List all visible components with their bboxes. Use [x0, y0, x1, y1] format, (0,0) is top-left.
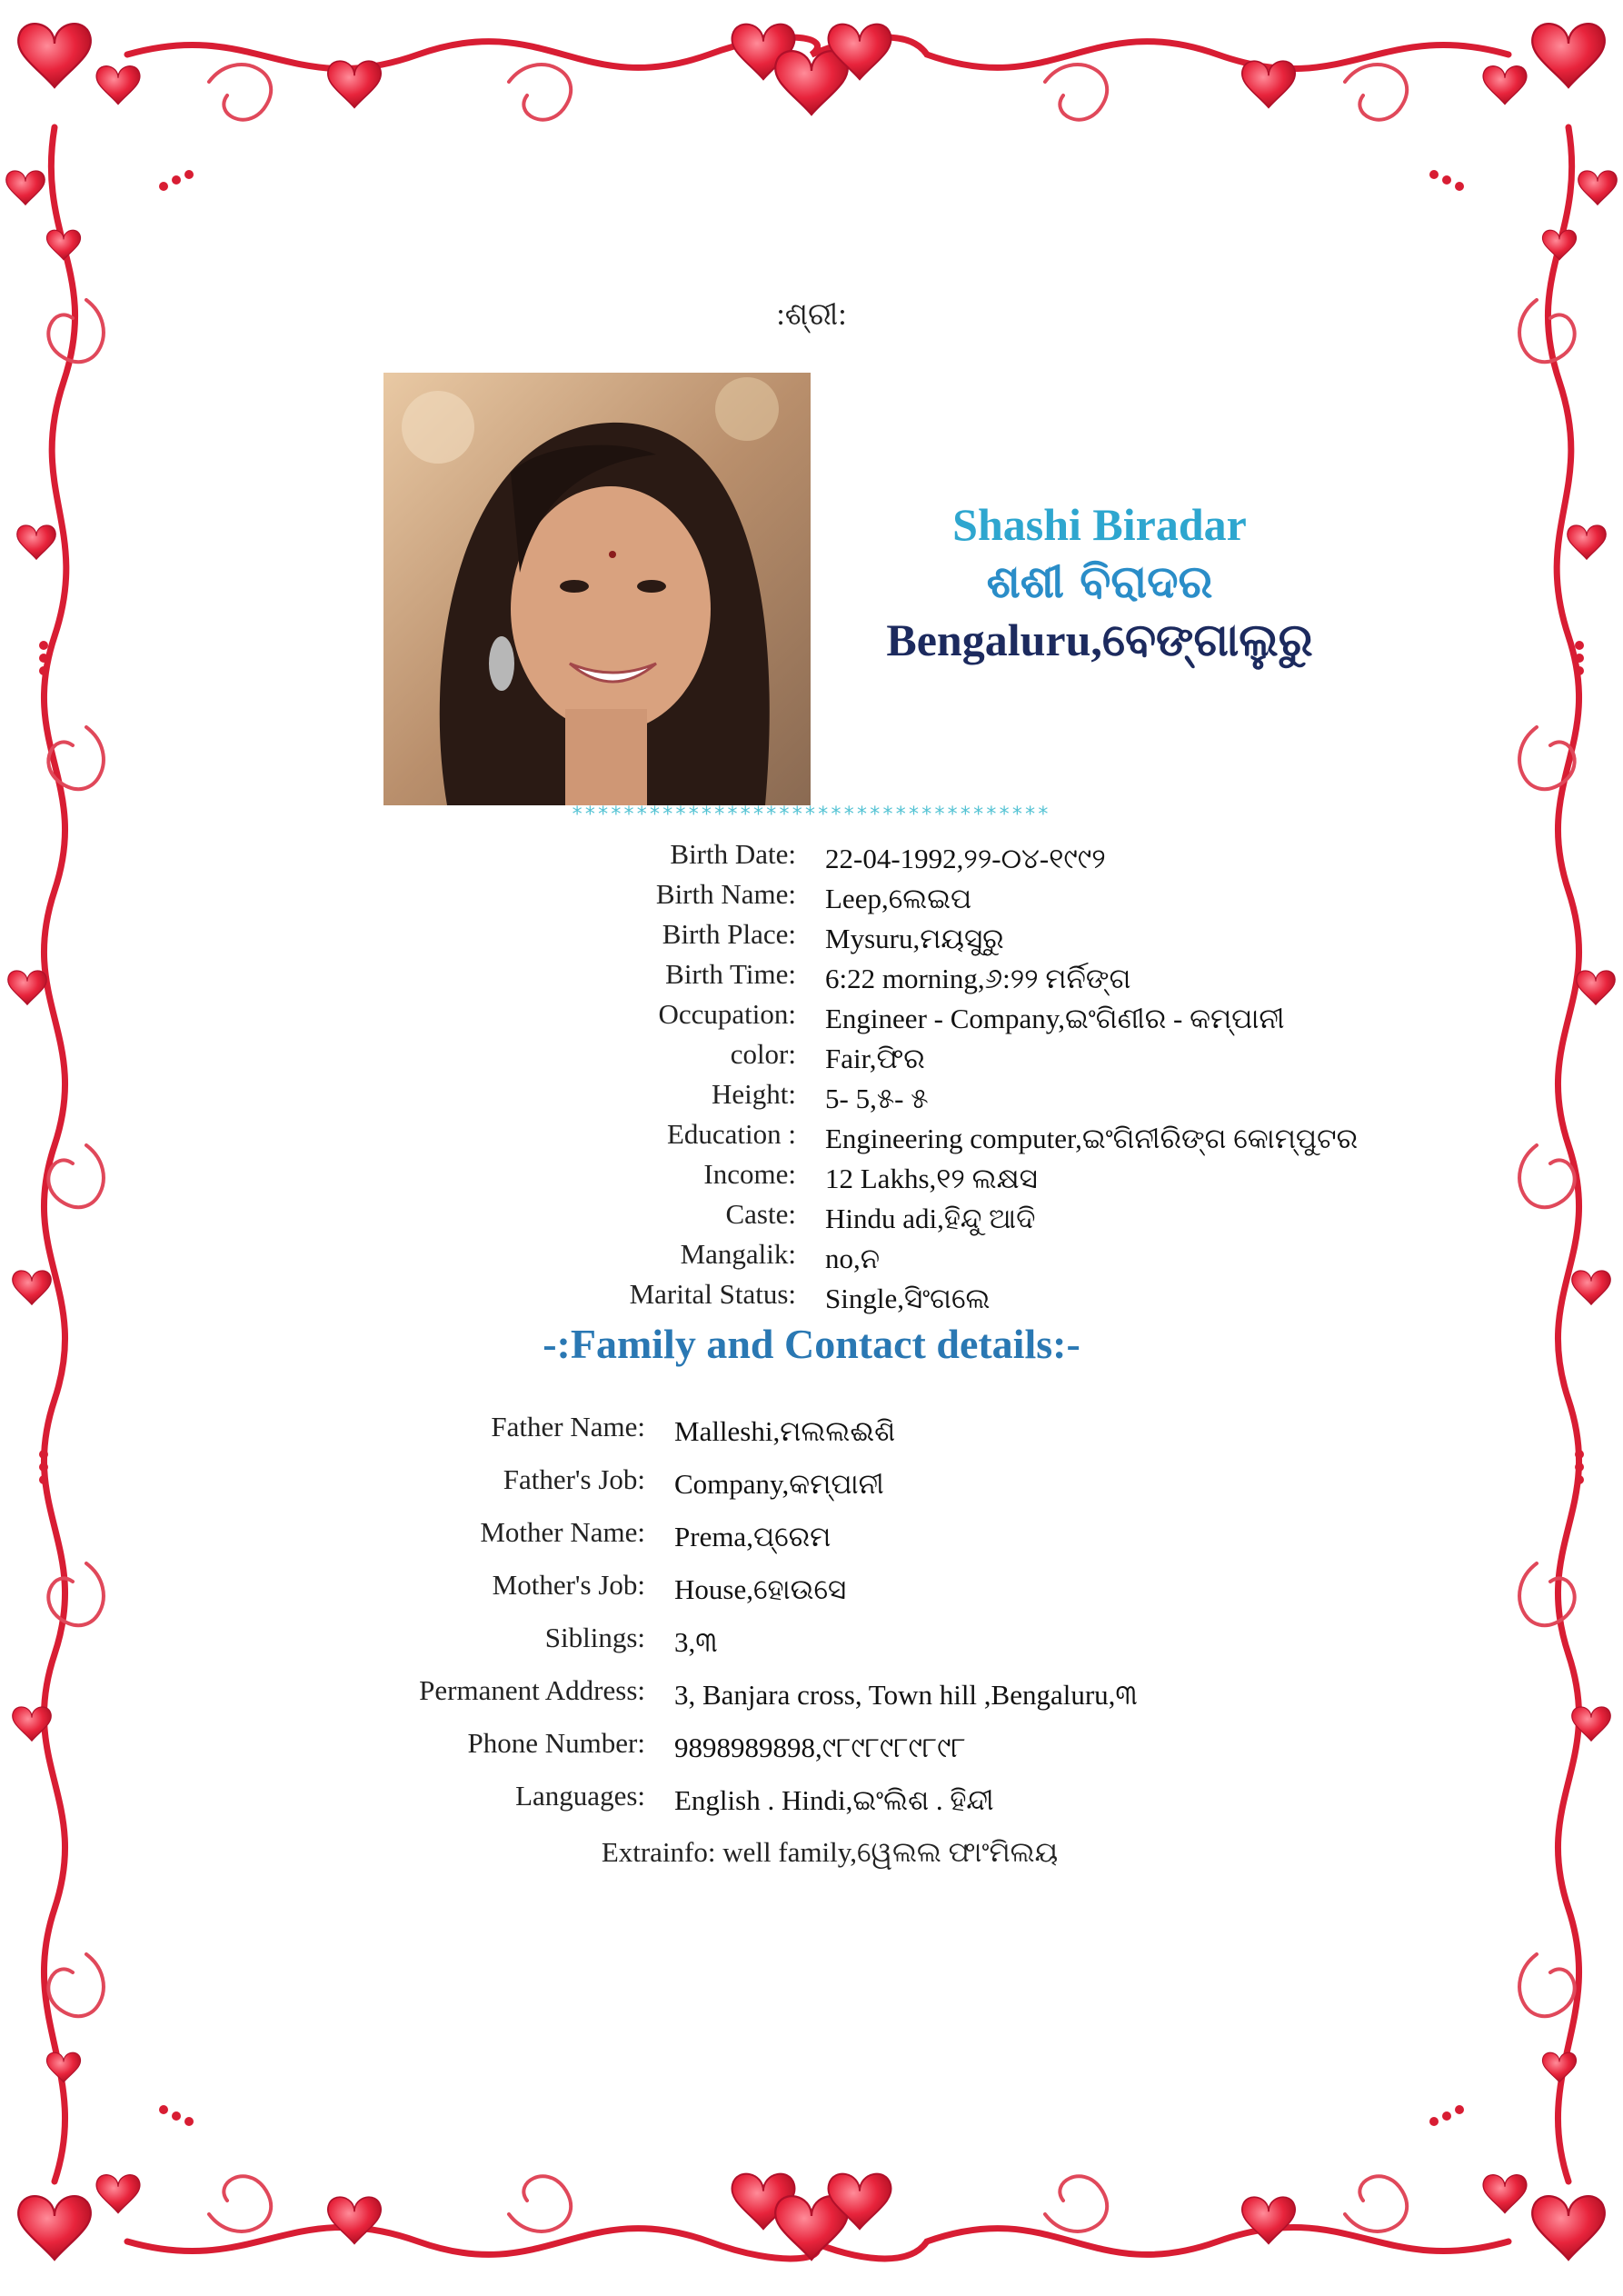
- family-value: Prema,ପ୍ରେମ: [674, 1521, 831, 1552]
- detail-row-marital-status: [0, 1278, 1623, 1318]
- detail-label: Birth Name:: [655, 878, 796, 910]
- detail-value: 5- 5,୫- ୫: [825, 1083, 929, 1114]
- detail-label: Birth Date:: [670, 838, 796, 870]
- family-label: Mother's Job:: [492, 1569, 645, 1601]
- family-row-siblings: [0, 1622, 1623, 1667]
- detail-label: Height:: [712, 1078, 796, 1110]
- family-row-mother-job: [0, 1569, 1623, 1614]
- family-label: Languages:: [515, 1780, 645, 1812]
- detail-value: Fair,ଫିର: [825, 1043, 925, 1074]
- detail-label: Birth Time:: [665, 958, 796, 990]
- detail-value: Engineer - Company,ଇଂଗିଣୀର - କମ୍ପାନୀ: [825, 1003, 1285, 1034]
- family-label: Siblings:: [544, 1622, 645, 1653]
- family-label: Father's Job:: [503, 1463, 645, 1495]
- detail-row-mangalik: [0, 1238, 1623, 1278]
- detail-value: 6:22 morning,୬:୨୨ ମର୍ନିଙ୍ଗ: [825, 963, 1131, 994]
- divider-stars: *************************************: [571, 804, 1050, 826]
- family-row-permanent-address: [0, 1674, 1623, 1720]
- family-row-father-job: [0, 1463, 1623, 1509]
- family-value: 9898989898,୯୮୯୮୯୮୯୮୯୮: [674, 1732, 966, 1763]
- profile-city: Bengaluru,ବେଙ୍ଗାଲୁରୁ: [886, 614, 1313, 665]
- detail-value: Hindu adi,ହିନ୍ଦୁ ଆଦି: [825, 1203, 1036, 1234]
- profile-name-english: Shashi Biradar: [952, 499, 1247, 550]
- detail-row-birth-date: [0, 838, 1623, 878]
- detail-row-education: [0, 1118, 1623, 1158]
- family-label: Phone Number:: [467, 1727, 645, 1759]
- detail-label: Birth Place:: [662, 918, 796, 950]
- family-value: 3, Banjara cross, Town hill ,Bengaluru,୩: [674, 1679, 1138, 1711]
- family-label: Mother Name:: [480, 1516, 645, 1548]
- family-value: House,ହୋଉସେ: [674, 1573, 847, 1605]
- detail-row-birth-name: [0, 878, 1623, 918]
- detail-value: 22-04-1992,୨୨-୦୪-୧୯୯୨: [825, 843, 1106, 874]
- detail-label: Caste:: [725, 1198, 796, 1230]
- detail-label: Mangalik:: [680, 1238, 796, 1270]
- detail-label: Income:: [703, 1158, 796, 1190]
- detail-row-birth-time: [0, 958, 1623, 998]
- profile-photo-illustration: [383, 373, 811, 805]
- detail-value: Mysuru,ମୟସୁରୁ: [825, 923, 1004, 954]
- extra-info-text: Extrainfo: well family,ୱେଲଲ ଫାଂମିଲୟ: [601, 1836, 1059, 1868]
- detail-label: Marital Status:: [629, 1278, 796, 1310]
- detail-row-caste: [0, 1198, 1623, 1238]
- detail-value: no,ନ: [825, 1243, 881, 1274]
- invocation-text: :ଶ୍ରୀ:: [776, 298, 847, 332]
- detail-label: color:: [730, 1038, 796, 1070]
- family-value: English . Hindi,ଇଂଲିଶ . ହିନ୍ଦୀ: [674, 1784, 994, 1816]
- profile-header: [845, 495, 1354, 670]
- family-value: 3,୩: [674, 1626, 718, 1658]
- family-row-phone-number: [0, 1727, 1623, 1772]
- family-label: Father Name:: [491, 1411, 645, 1442]
- detail-label: Occupation:: [658, 998, 796, 1030]
- detail-row-birth-place: [0, 918, 1623, 958]
- detail-value: 12 Lakhs,୧୨ ଲକ୍ଷସ: [825, 1163, 1038, 1194]
- profile-photo: [383, 373, 811, 805]
- extra-info: [0, 1836, 1623, 1870]
- family-row-father-name: [0, 1411, 1623, 1456]
- detail-value: Single,ସିଂଗଲେ: [825, 1283, 991, 1314]
- family-value: Company,କମ୍ପାନୀ: [674, 1468, 884, 1500]
- detail-row-occupation: [0, 998, 1623, 1038]
- profile-name-odia: ଶଶୀ ବିରାଦର: [986, 555, 1213, 608]
- family-value: Malleshi,ମଲଲଈଶି: [674, 1415, 896, 1447]
- detail-row-color: [0, 1038, 1623, 1078]
- family-row-languages: [0, 1780, 1623, 1825]
- detail-value: Leep,ଲେଇପ: [825, 883, 972, 914]
- detail-row-height: [0, 1078, 1623, 1118]
- detail-value: Engineering computer,ଇଂଗିନୀରିଙ୍ଗ କୋମ୍ପୁଟର: [825, 1123, 1359, 1154]
- family-section-title: -:Family and Contact details:-: [543, 1321, 1080, 1367]
- detail-row-income: [0, 1158, 1623, 1198]
- detail-label: Education :: [666, 1118, 796, 1150]
- family-row-mother-name: [0, 1516, 1623, 1562]
- family-label: Permanent Address:: [419, 1674, 645, 1706]
